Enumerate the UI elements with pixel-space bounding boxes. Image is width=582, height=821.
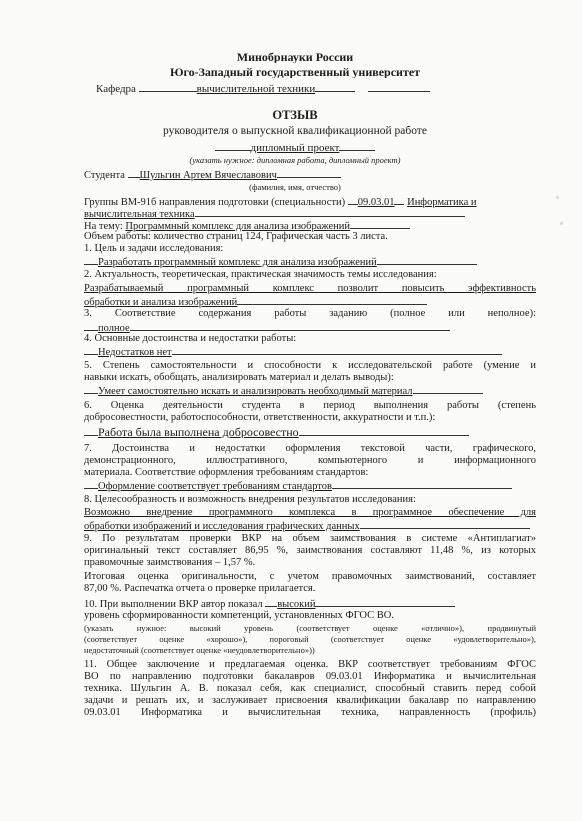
topic-label: На тему:: [84, 221, 123, 232]
item5-answer: Умеет самостоятельно искать и анализировать необходимый материал: [84, 384, 536, 397]
item7-heading-line1: 7. Достоинства и недостатки оформления текстовой части, графического,: [84, 443, 536, 454]
item3-heading: 3. Соответствие содержания работы заданию (полное или неполное):: [84, 308, 536, 319]
student-name-hint: (фамилия, имя, отчество): [249, 182, 341, 192]
direction-code: 09.03.01: [357, 197, 395, 208]
item2-answer-line1: Разрабатываемый программный комплекс позволит повысить эффективность: [84, 283, 536, 294]
item8-answer-line1: Возможно внедрение программного комплекса в программное обеспечение для: [84, 507, 536, 518]
item11-line5: 09.03.01 Информатика и вычислительная техника, направленность (профиль): [84, 707, 536, 718]
item9-line2: оригинальный текст составляет 86,95 %, заимствования составляют 11,48 %, из которых: [84, 545, 536, 556]
item8-heading: 8. Целесообразность и возможность внедрения результатов исследования:: [84, 494, 416, 505]
ministry-title: Минобрнауки России: [236, 52, 354, 63]
item2-heading: 2. Актуальность, теоретическая, практическая значимость темы исследования:: [84, 269, 437, 280]
item11-line4: задачи и решать их, и заслуживает присвоения квалификации бакалавр по направлению: [84, 695, 536, 706]
department-value: вычислительной техники: [196, 83, 316, 95]
item4-answer: Недостатков нет: [84, 345, 536, 358]
item3-answer: полное: [84, 321, 536, 334]
item6-answer: Работа была выполнена добросовестно: [84, 426, 536, 438]
document-title: ОТЗЫВ: [272, 110, 318, 121]
document-subtitle: руководителя о выпускной квалификационной работе: [163, 126, 427, 137]
item11-line1: 11. Общее заключение и предлагаемая оценка. ВКР соответствует требованиям ФГОС: [84, 659, 536, 670]
competence-level: высокий: [277, 599, 316, 610]
item10-hint-line2: (соответствует оценке «хорошо»), пороговый (соответствует оценке «удовлетворительно»),: [84, 634, 536, 644]
item11-line3: техника. Шульгин А. В. показал себя, как специалист, способный ставить перед собой: [84, 683, 536, 694]
work-type-hint: (указать нужное: дипломная работа, дипломный проект): [189, 155, 401, 165]
department-label: Кафедра: [96, 83, 136, 95]
item7-heading-line3: материала. Соответствие оформления требованиям стандартов:: [84, 467, 369, 478]
item6-heading-line2: добросовестности, работоспособности, ответственности, аккуратности и т.п.):: [84, 412, 436, 423]
item1-heading: 1. Цель и задачи исследования:: [84, 243, 224, 254]
item2-answer-line2: обработки и анализа изображений: [84, 295, 536, 308]
student-line: [84, 168, 536, 181]
work-type-value: дипломный проект: [250, 142, 340, 154]
scan-artifact: [560, 222, 563, 225]
item9-line3: правомочные заимствования – 1,57 %.: [84, 557, 256, 568]
university-title: Юго-Западный государственный университет: [169, 67, 421, 78]
student-label: Студента: [84, 170, 125, 181]
item10-hint-line3: недостаточный (соответствует оценке «неудовлетворительно»)): [84, 645, 315, 655]
direction-name-part1: Информатика и: [407, 197, 477, 208]
item10-line2: уровень сформированности компетенций, установленных ФГОС ВО.: [84, 610, 394, 621]
item8-answer-line2: обработки изображений и исследования графических данных: [84, 519, 536, 532]
item7-answer: Оформление соответствует требованиям стандартов: [84, 479, 536, 492]
topic-value: Программный комплекс для анализа изображений: [125, 221, 351, 232]
item6-heading-line1: 6. Оценка деятельности студента в период выполнения работы (степень: [84, 400, 536, 411]
item10-hint-line1: (указать нужное: высокий уровень (соответствует оценке «отлично»), продвинутый: [84, 623, 536, 633]
scan-artifact: [556, 196, 559, 199]
volume-line: Объем работы: количество страниц 124, Графическая часть 3 листа.: [84, 231, 388, 242]
direction-name-part2: вычислительная техника: [84, 209, 195, 220]
item1-answer: Разработать программный комплекс для анализа изображений: [84, 255, 536, 268]
department-line: [96, 82, 536, 95]
group-text: Группы ВМ-91б направления подготовки (специальности): [84, 197, 346, 208]
item9-line4: Итоговая оценка оригинальности, с учетом правомочных заимствований, составляет: [84, 571, 536, 582]
item4-heading: 4. Основные достоинства и недостатки работы:: [84, 333, 297, 344]
student-name: Шульгин Артем Вячеславович: [139, 170, 277, 181]
work-type-line: [60, 141, 530, 154]
item7-heading-line2: демонстрационного, иллюстративного, компьютерного и информационного: [84, 455, 536, 466]
item11-line2: ВО по направлению подготовки бакалавров 09.03.01 Информатика и вычислительная: [84, 671, 536, 682]
item10-heading: 10. При выполнении ВКР автор показал высокий: [84, 597, 536, 610]
item9-line1: 9. По результатам проверки ВКР на объем заимствования в системе «Антиплагиат»: [84, 533, 536, 544]
item5-heading-line2: навыки искать, обобщать, анализировать материал и делать выводы):: [84, 372, 394, 383]
item9-line5: 87,00 %. Распечатка отчета о проверке прилагается.: [84, 583, 316, 594]
item5-heading-line1: 5. Степень самостоятельности и способности к исследовательской работе (умение и: [84, 360, 536, 371]
